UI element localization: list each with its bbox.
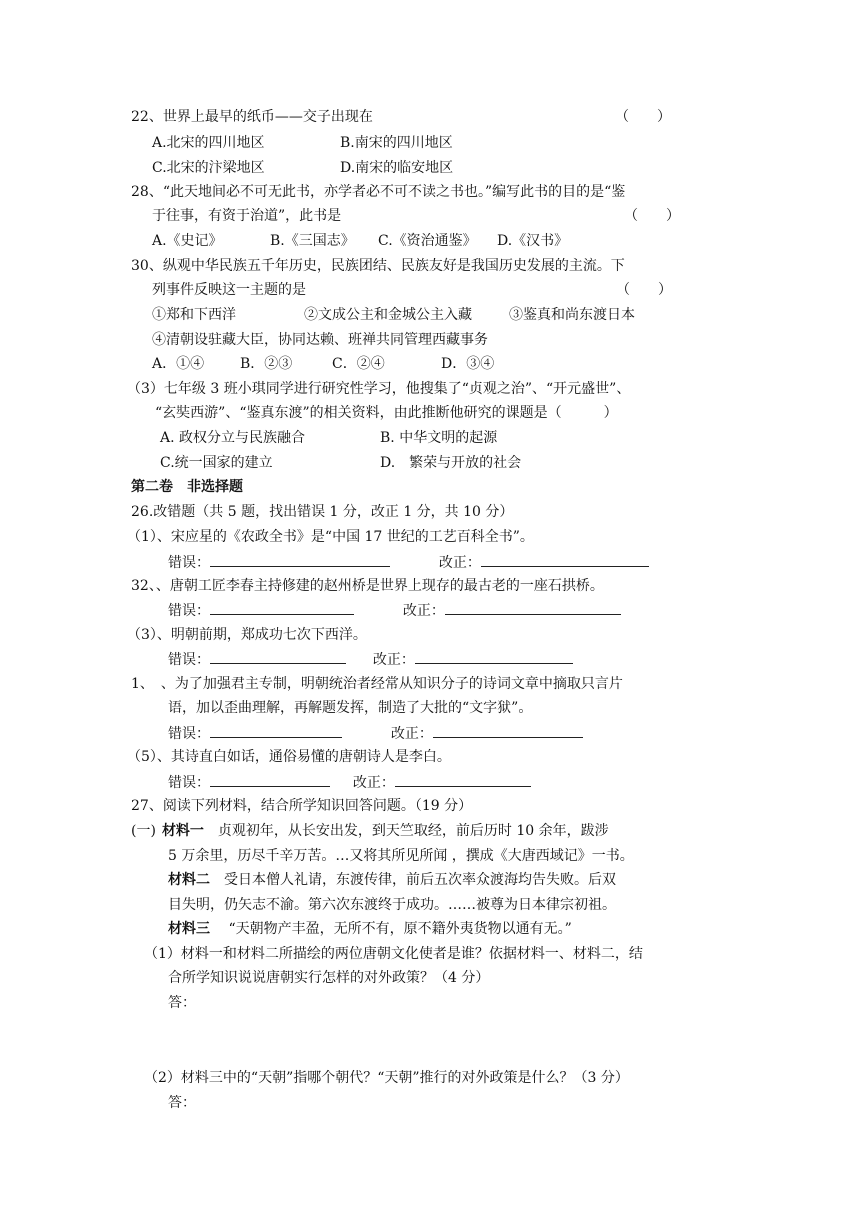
fix-label: 改正： [352,775,395,791]
fix-blank-2[interactable] [445,600,621,615]
q30-item-1: ①郑和下西洋 [152,307,236,323]
q30-item-3: ③鉴真和尚东渡日本 [509,307,635,323]
q27-material-1-line2: 5 万余里，历尽千辛万苦。…又将其所见所闻 ，撰成《大唐西域记》一书。 [168,848,634,864]
q3-stem-line2: “玄奘西游”、“鉴真东渡”的相关资料，由此推断他研究的课题是（ ） [155,405,618,421]
q22-answer-paren: （ ） [615,109,671,125]
q22-option-a: A.北宋的四川地区 [152,135,265,151]
q27-subquestion-1-line2: 合所学知识说说唐朝实行怎样的对外政策？（4 分） [168,970,490,986]
fix-blank-5[interactable] [395,772,531,787]
q26-answer-row-1 [168,552,649,573]
fix-label: 改正： [390,726,433,742]
fix-label: 改正： [372,652,415,668]
q3-stem-line1: （3）七年级 3 班小琪同学进行研究性学习，他搜集了“贞观之治”、“开元盛世”、 [127,381,631,397]
q26-statement-1: （1）、宋应星的《农政全书》是“中国 17 世纪的工艺百科全书”。 [127,529,534,545]
part2-title: 第二卷 非选择题 [131,479,243,495]
q26-statement-2: 32、、唐朝工匠李春主持修建的赵州桥是世界上现存的最古老的一座石拱桥。 [131,578,604,594]
part-prefix: (一) [131,823,156,839]
q28-option-a: A.《史记》 [152,233,223,249]
q26-answer-row-2 [168,600,621,621]
q30-option-b: B．②③ [240,356,293,372]
q30-option-c: C．②④ [332,356,385,372]
material-2-label: 材料二 [168,872,210,888]
material-1-label: 材料一 [161,823,204,839]
q28-option-b: B.《三国志》 [270,233,355,249]
q30-option-d: D．③④ [441,356,495,372]
q28-option-d: D.《汉书》 [497,233,569,249]
q27-answer-label-1: 答： [168,995,196,1011]
q22-option-d: D.南宋的临安地区 [340,160,454,176]
error-label: 错误： [168,726,210,742]
error-label: 错误： [168,652,210,668]
q26-answer-row-5 [168,772,531,793]
q26-statement-3: （3）、明朝前期，郑成功七次下西洋。 [127,627,367,643]
q27-subquestion-1-line1: （1）材料一和材料二所描绘的两位唐朝文化使者是谁？依据材料一、材料二，结 [144,946,643,962]
fix-label: 改正： [438,555,481,571]
q26-statement-4-line2: 语，加以歪曲理解，再解题发挥，制造了大批的“文字狱”。 [168,700,533,716]
error-blank-3[interactable] [210,649,346,664]
q28-stem-line1: 28、“此天地间必不可无此书，亦学者必不可不读之书也。”编写此书的目的是“鉴 [131,184,626,200]
q30-stem-line2: 列事件反映这一主题的是 [152,282,306,298]
fix-blank-4[interactable] [433,723,583,738]
q3-option-d: D. 繁荣与开放的社会 [380,455,522,471]
q22-stem: 22、世界上最早的纸币——交子出现在 [131,109,373,125]
q3-option-b: B. 中华文明的起源 [380,430,498,446]
q30-option-a: A．①④ [152,356,205,372]
q27-answer-label-2: 答： [168,1095,196,1111]
fix-blank-1[interactable] [481,552,649,567]
q22-option-b: B.南宋的四川地区 [340,135,453,151]
error-label: 错误： [168,603,210,619]
q26-intro: 26.改错题（共 5 题，找出错误 1 分，改正 1 分，共 10 分） [131,504,514,520]
q26-answer-row-3 [168,649,573,670]
q26-statement-4-line1: 1、 、为了加强君主专制，明朝统治者经常从知识分子的诗词文章中摘取只言片 [131,676,623,692]
error-blank-5[interactable] [210,772,330,787]
q26-answer-row-4 [168,723,583,744]
material-3-label: 材料三 [168,921,210,937]
q28-answer-paren: （ ） [624,208,680,224]
material-2-text: 受日本僧人礼请，东渡传律，前后五次率众渡海均告失败。后双 [210,872,616,888]
fix-blank-3[interactable] [415,649,573,664]
q22-option-c: C.北宋的汴梁地区 [152,160,265,176]
error-label: 错误： [168,775,210,791]
q27-material-2-line1 [168,870,616,890]
material-3-text: “天朝物产丰盈，无所不有，原不籍外夷货物以通有无。” [210,921,572,937]
error-blank-1[interactable] [210,552,390,567]
q3-option-c: C.统一国家的建立 [160,455,273,471]
fix-label: 改正： [402,603,445,619]
q3-option-a: A. 政权分立与民族融合 [160,430,306,446]
error-blank-4[interactable] [210,723,342,738]
q30-stem-line1: 30、纵观中华民族五千年历史，民族团结、民族友好是我国历史发展的主流。下 [131,258,625,274]
q27-intro: 27、阅读下列材料，结合所学知识回答问题。（19 分） [131,798,473,814]
q27-material-2-line2: 目失明，仍矢志不渝。第六次东渡终于成功。……被尊为日本律宗初祖。 [168,897,616,913]
q27-subquestion-2: （2）材料三中的“天朝”指哪个朝代？“天朝”推行的对外政策是什么？（3 分） [144,1070,629,1086]
q26-statement-5: （5）、其诗直白如话，通俗易懂的唐朝诗人是李白。 [127,749,451,765]
q27-material-3 [168,919,572,939]
q30-item-4: ④清朝设驻藏大臣，协同达赖、班禅共同管理西藏事务 [152,332,488,348]
q30-item-2: ②文成公主和金城公主入藏 [304,307,472,323]
q28-stem-line2: 于往事，有资于治道”，此书是 [152,208,342,224]
q27-material-1-line1 [131,821,609,841]
q28-option-c: C.《资治通鉴》 [378,233,477,249]
material-1-text: 贞观初年，从长安出发，到天竺取经，前后历时 10 余年，跋涉 [203,823,609,839]
error-blank-2[interactable] [210,600,354,615]
q30-answer-paren: （ ） [616,282,672,298]
error-label: 错误： [168,555,210,571]
